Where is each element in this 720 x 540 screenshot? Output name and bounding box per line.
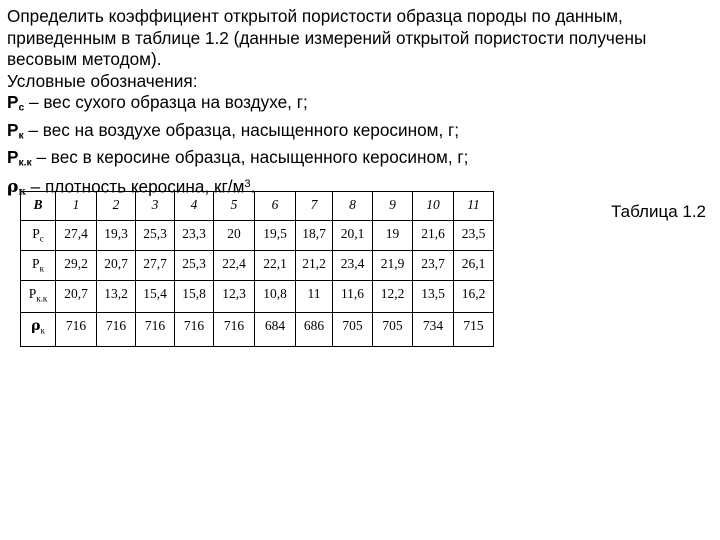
table-row-pk xyxy=(21,251,494,281)
table-cell: 25,3 xyxy=(175,251,214,281)
table-caption: Таблица 1.2 xyxy=(611,202,707,221)
table-cell: 15,8 xyxy=(175,281,214,313)
legend-text: – вес на воздухе образца, насыщенного керосином, г; xyxy=(23,119,460,140)
legend-symbol: $\rho_к$ xyxy=(7,177,26,199)
column-header: 3 xyxy=(136,192,175,221)
legend-item-pc xyxy=(7,92,707,119)
table-cell: 21,2 xyxy=(296,251,333,281)
intro-line-2: приведенным в таблице 1.2 (данные измерений открытой пористости получены xyxy=(7,27,647,48)
table-cell: 27,7 xyxy=(136,251,175,281)
table-row-pc xyxy=(21,221,494,251)
column-header: 6 xyxy=(255,192,296,221)
intro-line-3: весовым методом). xyxy=(7,49,162,70)
table-cell: 23,4 xyxy=(333,251,373,281)
legend-symbol: $P_c$ xyxy=(7,92,25,114)
table-header-row xyxy=(21,192,494,221)
table-cell: 18,7 xyxy=(296,221,333,251)
table-row-pkk xyxy=(21,281,494,313)
table-cell: 23,7 xyxy=(413,251,454,281)
legend-text: – плотность керосина, кг/м xyxy=(25,176,245,197)
table-cell: 20,7 xyxy=(97,251,136,281)
table-cell: 25,3 xyxy=(136,221,175,251)
intro-line-1: Определить коэффициент открытой пористости образца породы по данным, xyxy=(7,6,623,26)
table-cell: 715 xyxy=(454,313,494,347)
table-cell: 22,1 xyxy=(255,251,296,281)
table-cell: 705 xyxy=(373,313,413,347)
column-header: 11 xyxy=(454,192,494,221)
table-cell: 686 xyxy=(296,313,333,347)
legend-text: – вес сухого образца на воздухе, г; xyxy=(24,92,308,113)
table-cell: 734 xyxy=(413,313,454,347)
column-header: 8 xyxy=(333,192,373,221)
header-label-cell: В xyxy=(21,192,56,221)
row-label: $P_c$ xyxy=(21,221,56,251)
table-cell: 29,2 xyxy=(56,251,97,281)
legend-item-pkk xyxy=(7,147,707,174)
table-cell: 19 xyxy=(373,221,413,251)
column-header: 2 xyxy=(97,192,136,221)
legend-tail: . xyxy=(250,176,256,197)
table-cell: 11 xyxy=(296,281,333,313)
table-cell: 716 xyxy=(214,313,255,347)
legend-symbol: $P_к$ xyxy=(7,119,24,142)
legend-symbol: $P_{к.к}$ xyxy=(7,146,32,169)
table-cell: 19,3 xyxy=(97,221,136,251)
table-cell: 15,4 xyxy=(136,281,175,313)
row-label: $P_к$ xyxy=(21,251,56,281)
legend-superscript: 3 xyxy=(244,177,251,190)
table-cell: 716 xyxy=(175,313,214,347)
table-cell: 10,8 xyxy=(255,281,296,313)
legend-text: – вес в керосине образца, насыщенного керосином, г; xyxy=(31,146,469,167)
task-description xyxy=(7,6,707,204)
table-cell: 684 xyxy=(255,313,296,347)
column-header: 9 xyxy=(373,192,413,221)
table-cell: 12,2 xyxy=(373,281,413,313)
column-header: 10 xyxy=(413,192,454,221)
row-label: $\rho_к$ xyxy=(21,313,56,347)
table-cell: 12,3 xyxy=(214,281,255,313)
table-cell: 20,7 xyxy=(56,281,97,313)
data-table xyxy=(20,191,494,347)
table-cell: 716 xyxy=(56,313,97,347)
table-cell: 13,5 xyxy=(413,281,454,313)
table-cell: 21,6 xyxy=(413,221,454,251)
table-cell: 22,4 xyxy=(214,251,255,281)
table-cell: 705 xyxy=(333,313,373,347)
table-cell: 13,2 xyxy=(97,281,136,313)
table-cell: 21,9 xyxy=(373,251,413,281)
table-cell: 19,5 xyxy=(255,221,296,251)
intro-line-4: Условные обозначения: xyxy=(7,70,198,91)
row-label: $P_{к.к}$ xyxy=(21,281,56,313)
column-header: 4 xyxy=(175,192,214,221)
column-header: 5 xyxy=(214,192,255,221)
column-header: 1 xyxy=(56,192,97,221)
legend-item-pk xyxy=(7,120,707,147)
table-cell: 16,2 xyxy=(454,281,494,313)
table-cell: 20,1 xyxy=(333,221,373,251)
table-cell: 23,5 xyxy=(454,221,494,251)
column-header: 7 xyxy=(296,192,333,221)
table-row-rhok xyxy=(21,313,494,347)
table-cell: 11,6 xyxy=(333,281,373,313)
table-cell: 23,3 xyxy=(175,221,214,251)
table-cell: 26,1 xyxy=(454,251,494,281)
table-cell: 716 xyxy=(136,313,175,347)
table-cell: 27,4 xyxy=(56,221,97,251)
table-cell: 20 xyxy=(214,221,255,251)
table-cell: 716 xyxy=(97,313,136,347)
